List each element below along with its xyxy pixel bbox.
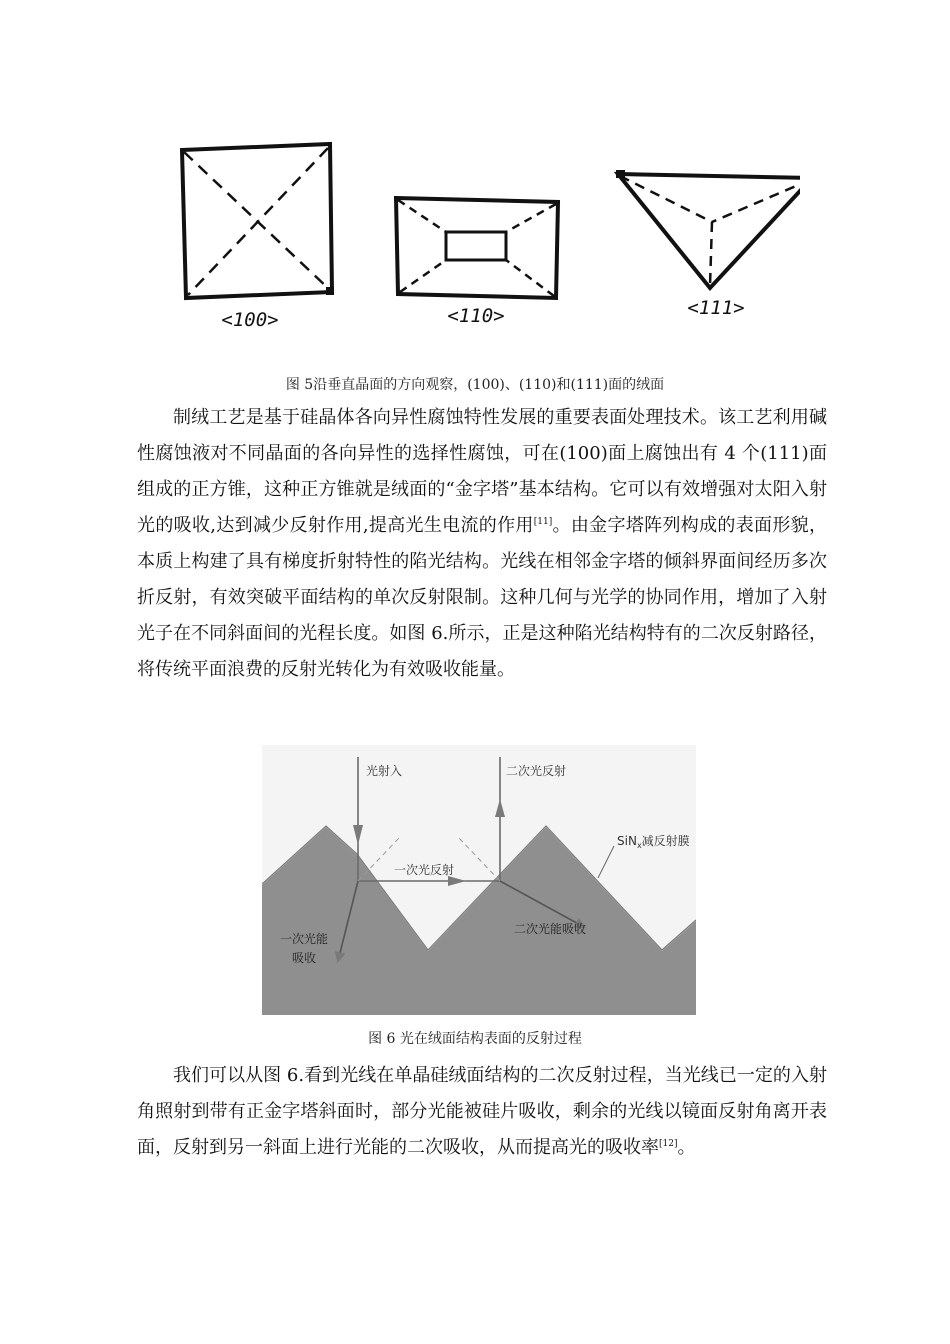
square-100-drawing: [182, 144, 334, 298]
paragraph-1-text-b: 。由金字塔阵列构成的表面形貌，本质上构建了具有梯度折射特性的陷光结构。光线在相邻金字塔的倾斜界面间经历多次折反射，有效突破平面结构的单次反射限制。这种几何与光学的协同作用，增加了入射光子在不同斜面间的光程长度。如图 6.所示，正是这种陷光结构特有的二次反射路径，将传统平面浪费的反射光转化为有效吸收能量。: [137, 515, 827, 680]
triangle-111-drawing: [616, 170, 800, 288]
figure-6-caption: 图 6 光在绒面结构表面的反射过程: [368, 1031, 582, 1047]
figure-5-drawings: [160, 130, 800, 335]
figure-6-diagram: [262, 745, 696, 1015]
label-first-absorption-line1: 一次光能: [279, 932, 329, 946]
label-100: <100>: [221, 309, 279, 331]
label-second-reflection: 二次光反射: [506, 764, 567, 778]
paragraph-2-text-a: 我们可以从图 6.看到光线在单晶硅绒面结构的二次反射过程，当光线已一定的入射角照射到带有正金字塔斜面时，部分光能被硅片吸收，剩余的光线以镜面反射角离开表面，反射到另一斜面上进行光能的二次吸收，从而提高光的吸收率: [137, 1065, 827, 1158]
label-110: <110>: [447, 305, 505, 327]
paragraph-2-text-b: 。: [677, 1137, 696, 1158]
paragraph-1-text-a: 制绒工艺是基于硅晶体各向异性腐蚀特性发展的重要表面处理技术。该工艺利用碱性腐蚀液对不同晶面的各向异性的选择性腐蚀，可在(100)面上腐蚀出有 4 个(111)面组成的正方锥，这种正方锥就是绒面的“金字塔”基本结构。它可以有效增强对太阳入射光的吸收,达到减少反射作用,提高光生电流的作用: [137, 407, 827, 536]
label-first-absorption-line2: 吸收: [291, 951, 317, 965]
citation-11: [11]: [533, 517, 553, 527]
label-second-absorption: 二次光能吸收: [514, 922, 587, 936]
figure-5-caption: 图 5沿垂直晶面的方向观察，(100)、(110)和(111)面的绒面: [285, 377, 665, 393]
paragraph-2: [137, 1058, 827, 1166]
rectangle-110-drawing: [396, 198, 558, 298]
paragraph-1: [137, 400, 827, 688]
citation-12: [12]: [659, 1139, 678, 1149]
label-sinx-film: SiN$_x$减反射膜: [617, 834, 690, 850]
label-first-reflection: 一次光反射: [394, 863, 455, 877]
label-111: <111>: [687, 297, 745, 319]
label-incident-light: 光射入: [366, 764, 403, 778]
